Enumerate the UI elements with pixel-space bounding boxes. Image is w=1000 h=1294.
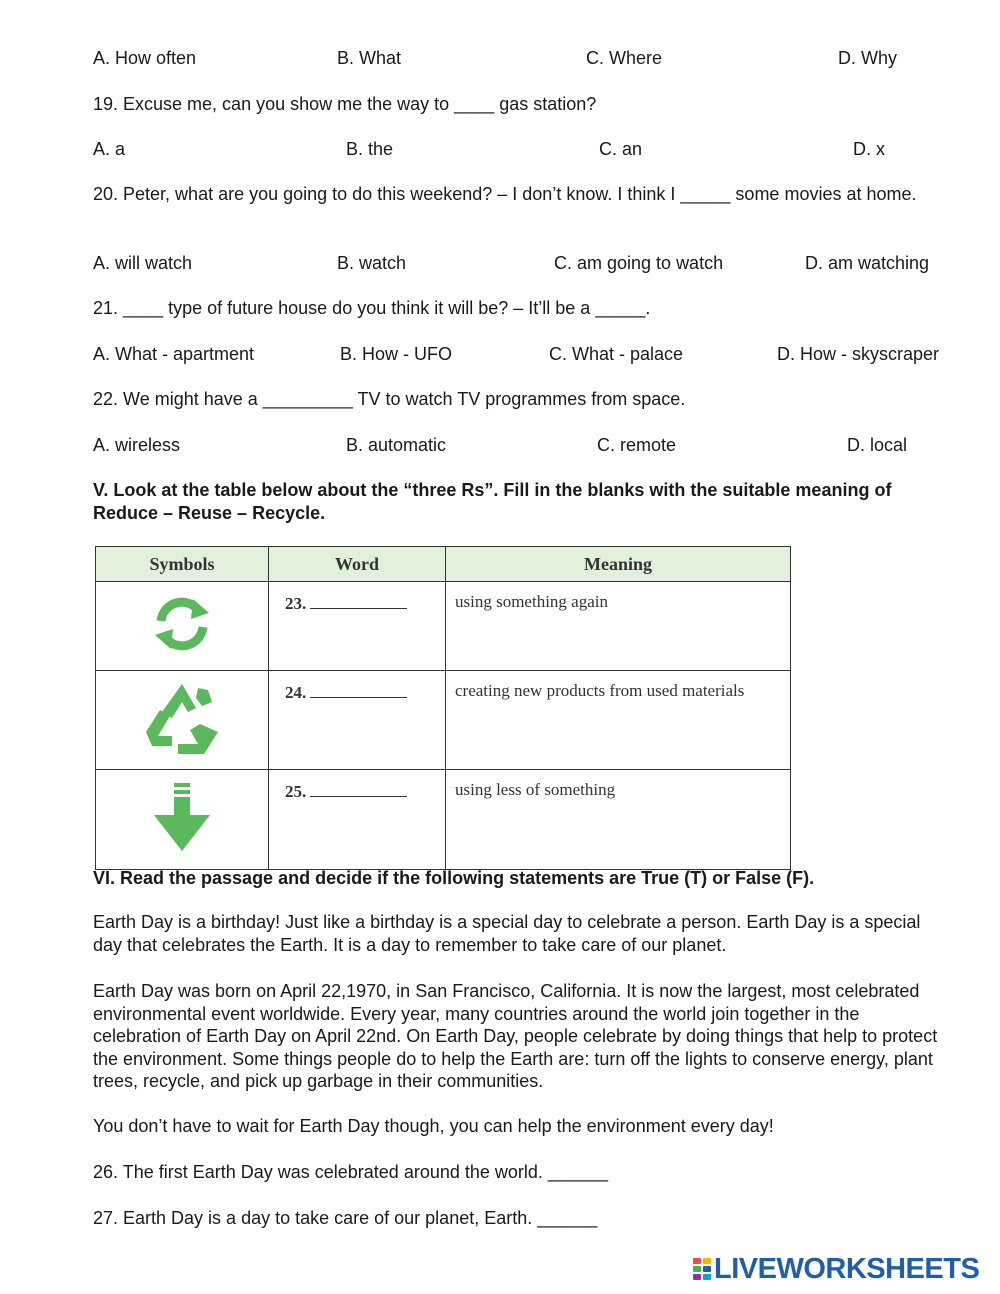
q19-option-c: C. an [599, 139, 643, 159]
three-rs-table [95, 546, 791, 870]
reduce-arrow-icon [150, 781, 214, 853]
q19-option-a: A. a [93, 139, 126, 159]
symbol-cell [96, 671, 269, 770]
answer-blank[interactable] [310, 592, 407, 609]
word-cell [269, 770, 446, 870]
answer-blank[interactable] [310, 681, 407, 698]
q21-option-a: A. What - apartment [93, 344, 255, 364]
table-row [96, 582, 791, 671]
table-header-symbols: Symbols [96, 547, 269, 582]
recycle-icon [142, 680, 222, 756]
meaning-cell: creating new products from used materials [446, 671, 791, 770]
symbol-cell [96, 582, 269, 671]
q22-option-d: D. local [847, 435, 908, 455]
statement-27: 27. Earth Day is a day to take care of our planet, Earth. ______ [93, 1208, 598, 1228]
q20-option-b: B. watch [337, 253, 407, 273]
liveworksheets-logo [693, 1252, 979, 1286]
word-cell [269, 582, 446, 671]
answer-blank[interactable] [310, 780, 407, 797]
passage-paragraph-3: You don’t have to wait for Earth Day though, you can help the environment every day! [93, 1116, 774, 1136]
liveworksheets-brand: LIVEWORKSHEETS [714, 1252, 980, 1285]
q19-option-b: B. the [346, 139, 394, 159]
blank-number: 25. [285, 782, 307, 801]
meaning-cell: using less of something [446, 770, 791, 870]
q18-option-c: C. Where [586, 48, 663, 68]
statement-26: 26. The first Earth Day was celebrated around the world. ______ [93, 1162, 608, 1182]
blank-number: 24. [285, 683, 307, 702]
q21-question: 21. ____ type of future house do you think it will be? – It’ll be a _____. [93, 298, 651, 318]
symbol-cell [96, 770, 269, 870]
word-cell [269, 671, 446, 770]
q22-option-a: A. wireless [93, 435, 181, 455]
q20-option-d: D. am watching [805, 253, 930, 273]
liveworksheets-mark-icon [693, 1256, 712, 1282]
blank-number: 23. [285, 594, 307, 613]
q22-option-c: C. remote [597, 435, 677, 455]
section-5-heading: V. Look at the table below about the “three Rs”. Fill in the blanks with the suitable meaning of Reduce – Reuse – Recycle. [93, 480, 892, 523]
q21-option-b: B. How - UFO [340, 344, 453, 364]
q18-option-b: B. What [337, 48, 402, 68]
passage-paragraph-1: Earth Day is a birthday! Just like a birthday is a special day to celebrate a person. Earth Day is a special day that celebrates the Earth. It is a day to remember to take care of our planet. [93, 912, 921, 955]
q22-question: 22. We might have a _________ TV to watch TV programmes from space. [93, 389, 686, 409]
reuse-arrows-icon [147, 589, 217, 659]
table-row [96, 671, 791, 770]
table-header-meaning: Meaning [446, 547, 791, 582]
section-6-heading: VI. Read the passage and decide if the following statements are True (T) or False (F). [93, 868, 815, 888]
q20-option-c: C. am going to watch [554, 253, 724, 273]
meaning-cell: using something again [446, 582, 791, 671]
table-row [96, 770, 791, 870]
q18-option-d: D. Why [838, 48, 898, 68]
passage-paragraph-2: Earth Day was born on April 22,1970, in San Francisco, California. It is now the largest, most celebrated environmental event worldwide. Every year, many countries around the world join together in the celebration of Earth Day on April 22nd. On Earth Day, people celebrate by doing things that help to protect the environment. Some things people do to help the Earth are: turn off the lights to conserve energy, plant trees, recycle, and pick up garbage in their communities. [93, 981, 938, 1091]
q22-option-b: B. automatic [346, 435, 447, 455]
q19-question: 19. Excuse me, can you show me the way to ____ gas station? [93, 94, 597, 114]
q20-question: 20. Peter, what are you going to do this weekend? – I don’t know. I think I _____ some movies at home. [93, 184, 917, 204]
q19-option-d: D. x [853, 139, 886, 159]
q21-option-c: C. What - palace [549, 344, 684, 364]
q20-option-a: A. will watch [93, 253, 193, 273]
q21-option-d: D. How - skyscraper [777, 344, 940, 364]
q18-option-a: A. How often [93, 48, 197, 68]
table-header-word: Word [269, 547, 446, 582]
